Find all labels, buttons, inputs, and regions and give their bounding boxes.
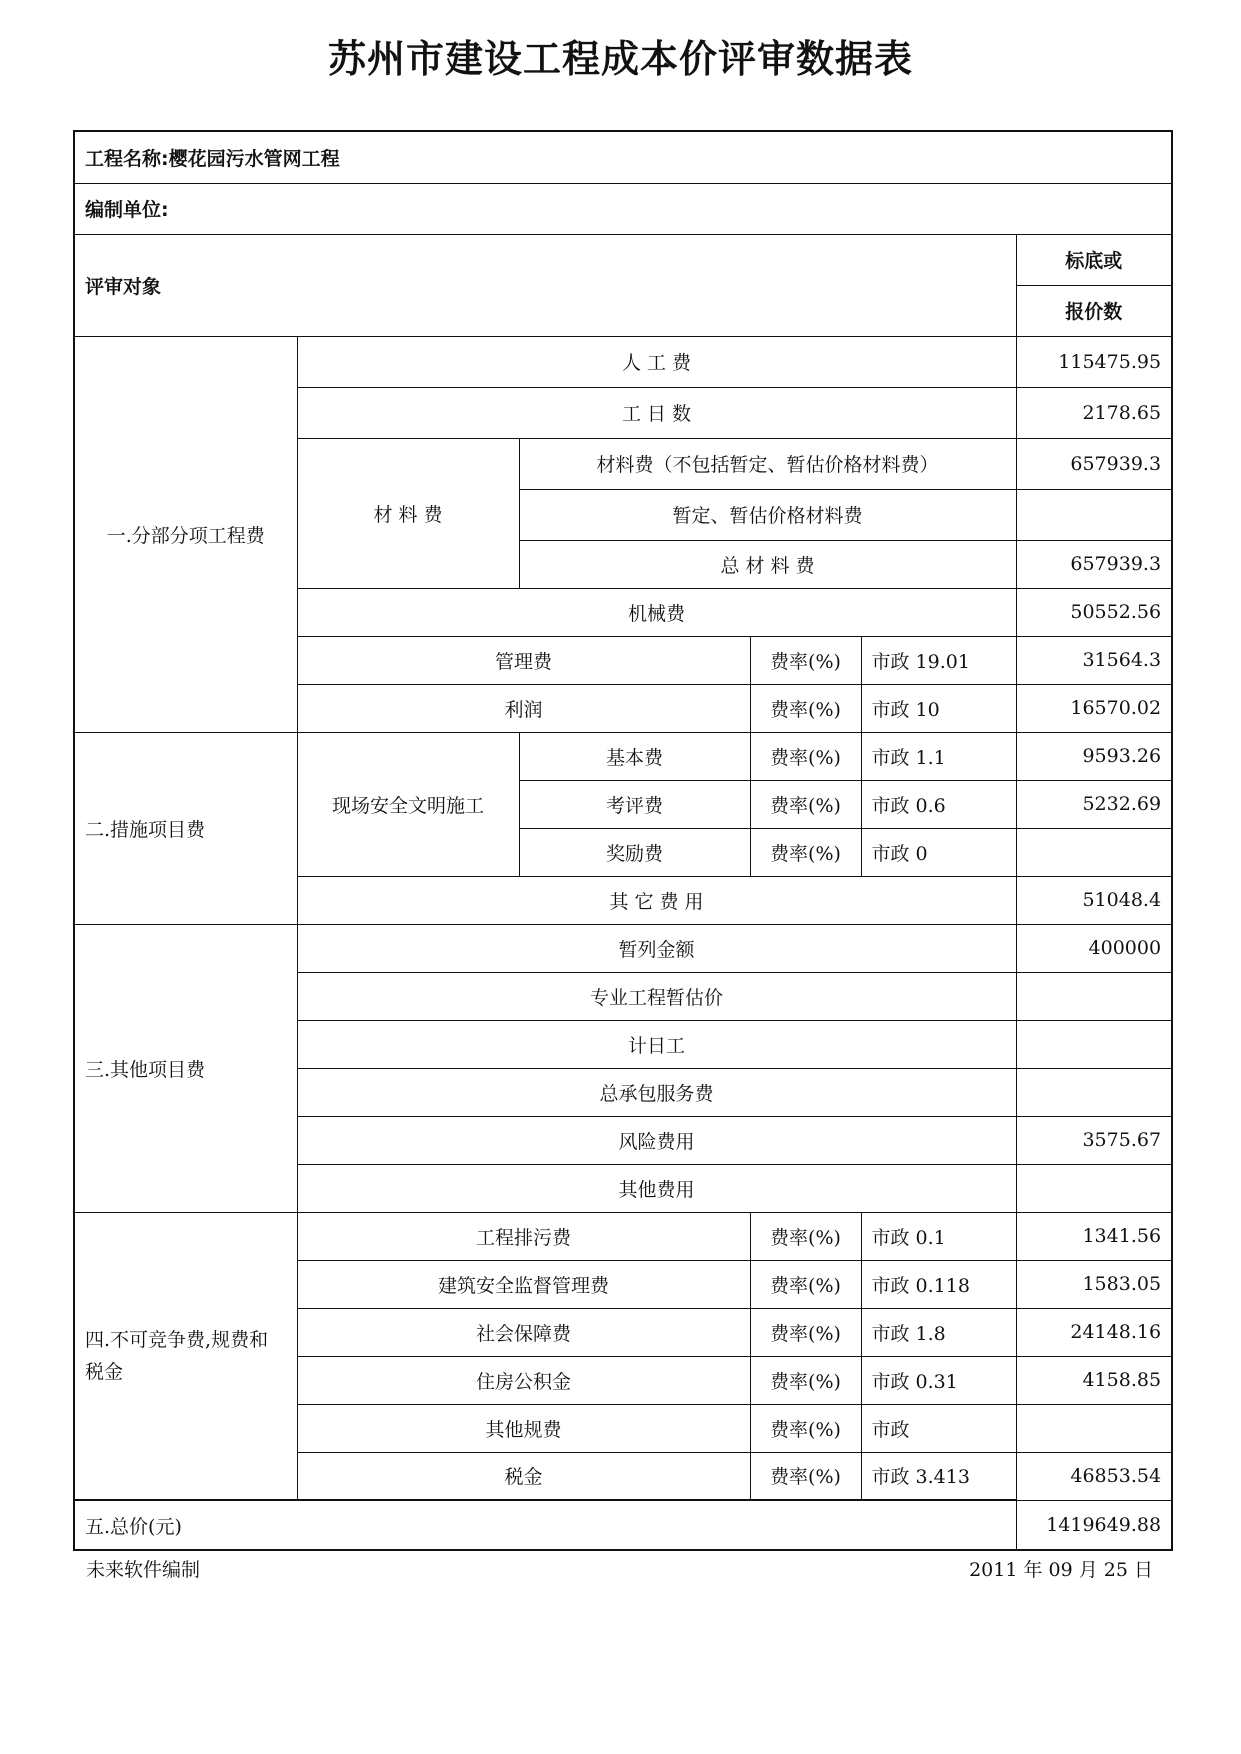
- value-header-2: 报价数: [1016, 285, 1172, 336]
- item-value: [1016, 828, 1172, 876]
- item-label: 其他规费: [297, 1404, 750, 1452]
- item-label: 其他费用: [297, 1164, 1016, 1212]
- compiling-unit: 编制单位:: [74, 183, 1172, 234]
- item-value: [1016, 1164, 1172, 1212]
- item-label: 住房公积金: [297, 1356, 750, 1404]
- item-value: [1016, 972, 1172, 1020]
- item-value: 2178.65: [1016, 387, 1172, 438]
- project-name-row: [74, 131, 1172, 183]
- rate-label: 费率(%): [750, 1452, 861, 1500]
- object-label: 评审对象: [74, 234, 1016, 336]
- item-label: 机械费: [297, 588, 1016, 636]
- rate-value: 市政: [861, 1404, 1016, 1452]
- section-3-label: 三.其他项目费: [74, 924, 297, 1212]
- project-name: 工程名称:樱花园污水管网工程: [74, 131, 1172, 183]
- item-value: [1016, 1020, 1172, 1068]
- item-value: 3575.67: [1016, 1116, 1172, 1164]
- rate-value: 市政 0.31: [861, 1356, 1016, 1404]
- material-group-label: 材 料 费: [297, 438, 519, 588]
- item-label: 暂列金额: [297, 924, 1016, 972]
- item-value: 5232.69: [1016, 780, 1172, 828]
- rate-value: 市政 3.413: [861, 1452, 1016, 1500]
- table-row: [74, 924, 1172, 972]
- item-label: 其 它 费 用: [297, 876, 1016, 924]
- item-value: 657939.3: [1016, 438, 1172, 489]
- item-label: 专业工程暂估价: [297, 972, 1016, 1020]
- rate-label: 费率(%): [750, 732, 861, 780]
- item-value: 1341.56: [1016, 1212, 1172, 1260]
- rate-value: 市政 1.8: [861, 1308, 1016, 1356]
- rate-label: 费率(%): [750, 1212, 861, 1260]
- item-value: 46853.54: [1016, 1452, 1172, 1500]
- item-label: 税金: [297, 1452, 750, 1500]
- safety-group-label: 现场安全文明施工: [297, 732, 519, 876]
- table-row: [74, 336, 1172, 387]
- item-label: 工 日 数: [297, 387, 1016, 438]
- cost-review-table: [73, 130, 1173, 1551]
- item-value: 16570.02: [1016, 684, 1172, 732]
- rate-value: 市政 0.1: [861, 1212, 1016, 1260]
- item-value: 400000: [1016, 924, 1172, 972]
- section-1-label: 一.分部分项工程费: [74, 336, 297, 732]
- item-label: 利润: [297, 684, 750, 732]
- page-title: 苏州市建设工程成本价评审数据表: [327, 37, 913, 81]
- item-label: 材料费（不包括暂定、暂估价格材料费）: [519, 438, 1016, 489]
- item-label: 考评费: [519, 780, 750, 828]
- item-label: 基本费: [519, 732, 750, 780]
- item-label: 工程排污费: [297, 1212, 750, 1260]
- rate-label: 费率(%): [750, 1404, 861, 1452]
- item-label: 风险费用: [297, 1116, 1016, 1164]
- footer-software: 未来软件编制: [86, 1559, 201, 1581]
- unit-row: [74, 183, 1172, 234]
- item-value: 51048.4: [1016, 876, 1172, 924]
- rate-label: 费率(%): [750, 684, 861, 732]
- item-value: 9593.26: [1016, 732, 1172, 780]
- item-label: 计日工: [297, 1020, 1016, 1068]
- table-row: [74, 732, 1172, 780]
- item-value: 1583.05: [1016, 1260, 1172, 1308]
- item-label: 暂定、暂估价格材料费: [519, 489, 1016, 540]
- rate-label: 费率(%): [750, 1260, 861, 1308]
- item-label: 奖励费: [519, 828, 750, 876]
- rate-value: 市政 0.6: [861, 780, 1016, 828]
- item-value: 50552.56: [1016, 588, 1172, 636]
- rate-value: 市政 1.1: [861, 732, 1016, 780]
- item-value: 24148.16: [1016, 1308, 1172, 1356]
- value-header-1: 标底或: [1016, 234, 1172, 285]
- item-label: 建筑安全监督管理费: [297, 1260, 750, 1308]
- table-row: [74, 1212, 1172, 1260]
- rate-value: 市政 0: [861, 828, 1016, 876]
- section-4-label: 四.不可竞争费,规费和税金: [74, 1212, 297, 1500]
- item-value: 657939.3: [1016, 540, 1172, 588]
- rate-value: 市政 10: [861, 684, 1016, 732]
- rate-value: 市政 19.01: [861, 636, 1016, 684]
- total-value: 1419649.88: [1016, 1500, 1172, 1550]
- rate-label: 费率(%): [750, 828, 861, 876]
- item-label: 人 工 费: [297, 336, 1016, 387]
- item-label: 社会保障费: [297, 1308, 750, 1356]
- rate-label: 费率(%): [750, 636, 861, 684]
- item-value: 31564.3: [1016, 636, 1172, 684]
- rate-label: 费率(%): [750, 1356, 861, 1404]
- item-value: [1016, 489, 1172, 540]
- item-label: 管理费: [297, 636, 750, 684]
- item-value: [1016, 1068, 1172, 1116]
- item-label: 总 材 料 费: [519, 540, 1016, 588]
- item-label: 总承包服务费: [297, 1068, 1016, 1116]
- total-row: [74, 1500, 1172, 1550]
- total-label: 五.总价(元): [74, 1500, 1016, 1550]
- item-value: 115475.95: [1016, 336, 1172, 387]
- rate-label: 费率(%): [750, 780, 861, 828]
- item-value: 4158.85: [1016, 1356, 1172, 1404]
- section-2-label: 二.措施项目费: [74, 732, 297, 924]
- rate-value: 市政 0.118: [861, 1260, 1016, 1308]
- object-header-row: [74, 234, 1172, 285]
- rate-label: 费率(%): [750, 1308, 861, 1356]
- item-value: [1016, 1404, 1172, 1452]
- footer-date: 2011 年 09 月 25 日: [969, 1559, 1153, 1581]
